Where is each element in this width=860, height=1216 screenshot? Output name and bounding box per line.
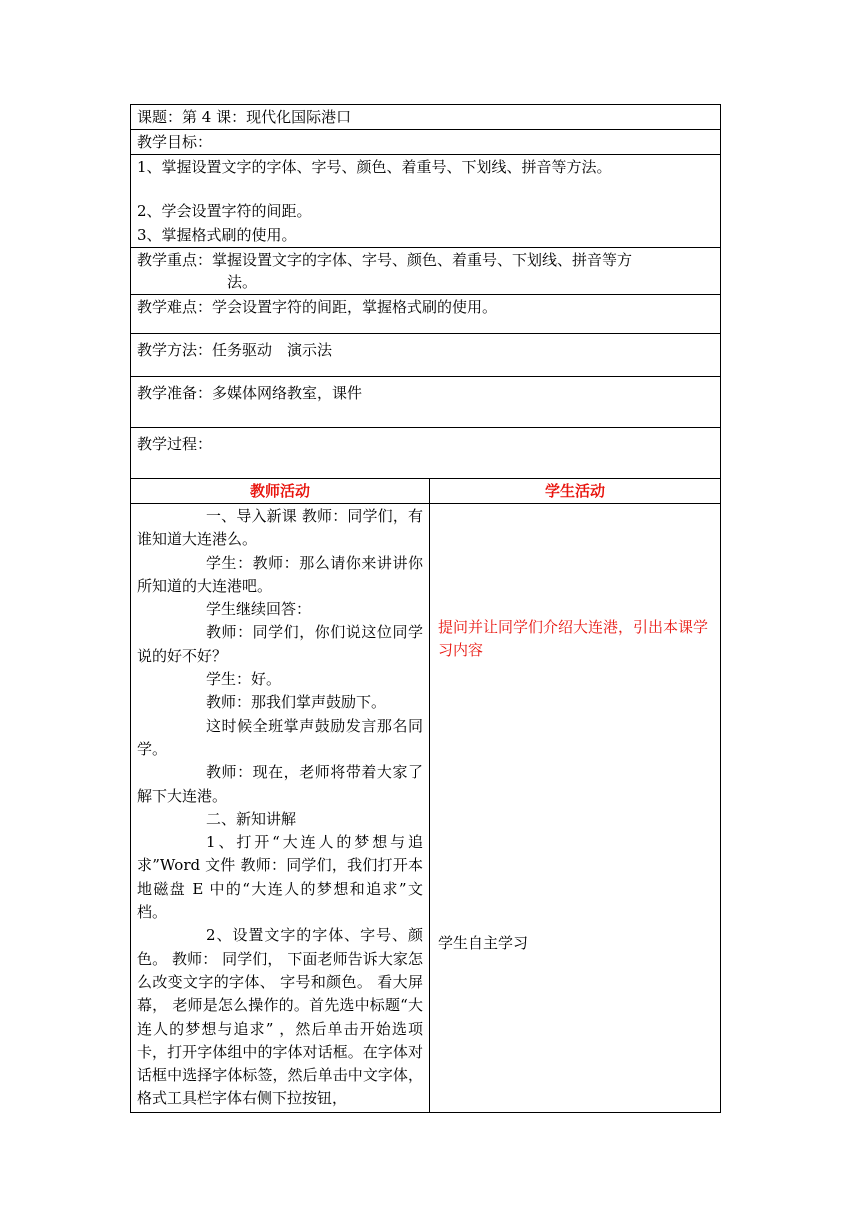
process-cell: 教学过程： [131,428,721,479]
key-points-text: 掌握设置文字的字体、字号、颜色、着重号、下划线、拼音等方 [212,251,633,269]
teacher-paragraph: 学生：好。 [206,670,282,689]
teacher-paragraph: 学生继续回答： [206,600,312,619]
teacher-paragraph: 一、导入新课 教师：同学们，有谁知道大连港么。 [137,507,423,549]
teacher-paragraph: 2、设置文字的字体、字号、颜色。 教师： 同学们， 下面老师告诉大家怎么改变文字的字体、 字号和颜色。 看大屏幕， 老师是怎么操作的。首先选中标题“大连人的梦想与追求” ，然后单击开始选项 卡，打开字体组中的字体对话框。在字体对话框中选择字体标签，然后单击中文字体，格式工具栏字体右侧下拉按钮， [137,926,423,1108]
key-points-cell [131,248,721,295]
key-points-label: 教学重点： [137,251,213,269]
teacher-paragraph: 学生：教师：那么请你来讲讲你所知道的大连港吧。 [137,553,423,595]
teacher-paragraph: 教师：同学们，你们说这位同学说的好不好？ [137,623,423,665]
student-note: 学生自主学习 [438,934,529,952]
teacher-column-header: 教师活动 [131,479,430,504]
teacher-paragraph: 这时候全班掌声鼓励发言那名同学。 [137,716,423,758]
teacher-paragraph: 教师：那我们掌声鼓励下。 [206,693,387,712]
goal-item: 3、掌握格式刷的使用。 [137,226,297,244]
lesson-plan-table [130,104,721,1113]
preparation-cell: 教学准备：多媒体网络教室，课件 [131,377,721,428]
teacher-activity-cell [131,504,430,1113]
key-points-continuation: 法。 [227,273,258,291]
teacher-paragraph: 1、打开“大连人的梦想与追求”Word 文件 教师：同学们，我们打开本地磁盘 E 中的“大连人的梦想和追求”文档。 [137,833,423,922]
student-activity-cell [430,504,721,1113]
lesson-title: 课题：第 4 课：现代化国际港口 [131,105,721,130]
teacher-paragraph: 教师：现在，老师将带着大家了解下大连港。 [137,763,423,805]
goal-item: 1、掌握设置文字的字体、字号、颜色、着重号、下划线、拼音等方法。 [137,158,612,176]
goals-heading: 教学目标： [131,130,721,155]
student-column-header: 学生活动 [430,479,721,504]
student-note: 提问并让同学们介绍大连港，引出本课学习内容 [438,618,709,659]
goals-cell [131,155,721,248]
teacher-paragraph: 二、新知讲解 [206,809,297,828]
method-cell: 教学方法：任务驱动 演示法 [131,334,721,377]
goal-item: 2、学会设置字符的间距。 [137,202,312,220]
difficulty-cell: 教学难点：学会设置字符的间距，掌握格式刷的使用。 [131,295,721,334]
